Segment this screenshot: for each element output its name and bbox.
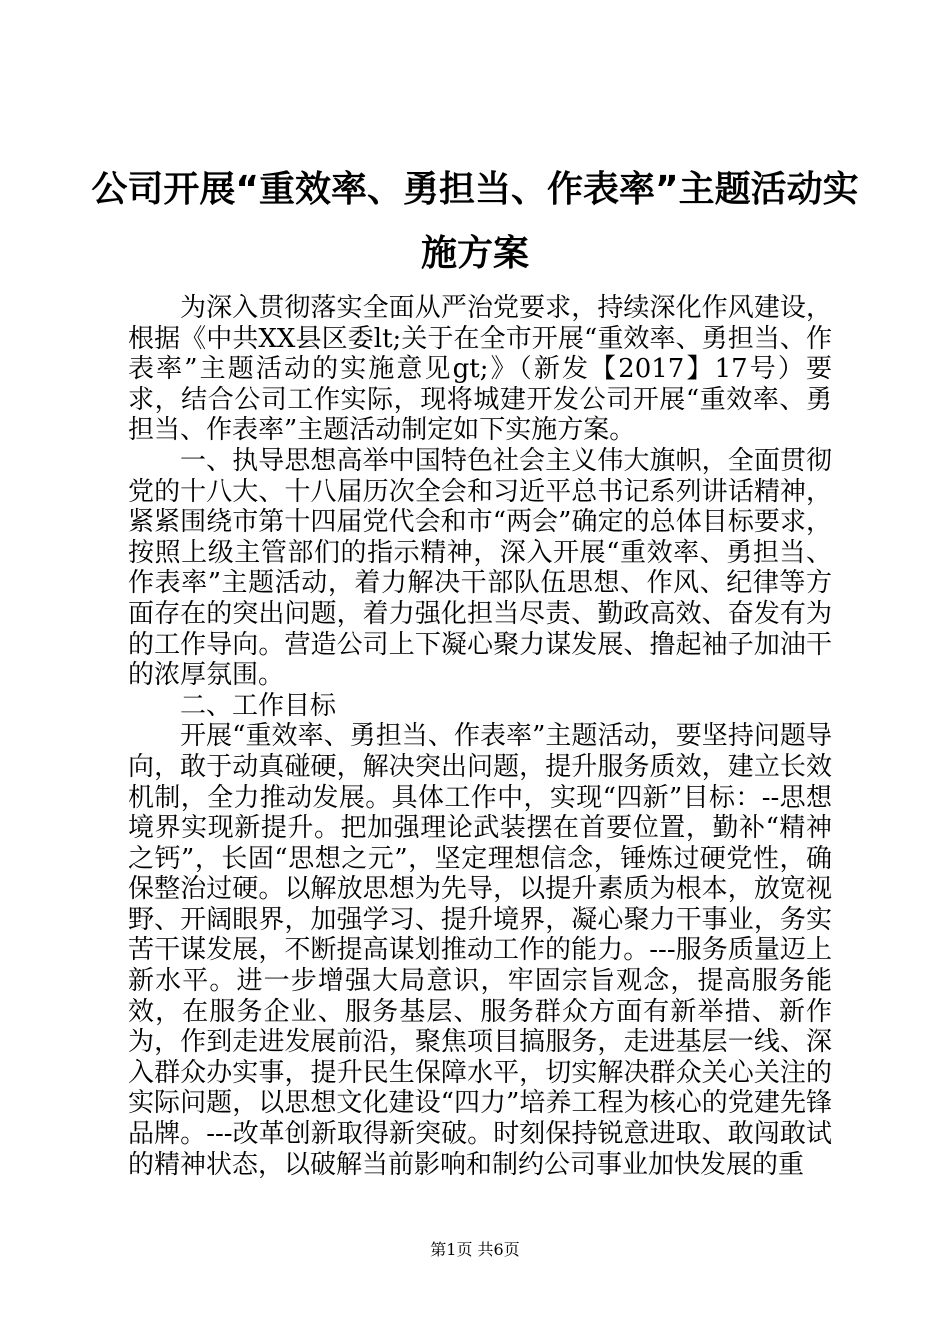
document-body	[128, 293, 832, 1180]
paragraph-work-goals: 开展“重效率、勇担当、作表率”主题活动，要坚持问题导向，敢于动真碰硬，解决突出问题，提升服务质效，建立长效机制，全力推动发展。具体工作中，实现“四新”目标：--思想境界实现新提升。把加强理论武装摆在首要位置，勤补“精神之钙”，长固“思想之元”，坚定理想信念，锤炼过硬党性，确保整治过硬。以解放思想为先导，以提升素质为根本，放宽视野、开阔眼界，加强学习、提升境界，凝心聚力干事业，务实苦干谋发展，不断提高谋划推动工作的能力。---服务质量迈上新水平。进一步增强大局意识，牢固宗旨观念，提高服务能效，在服务企业、服务基层、服务群众方面有新举措、新作为，作到走进发展前沿，聚焦项目搞服务，走进基层一线、深入群众办实事，提升民生保障水平，切实解决群众关心关注的实际问题，以思想文化建设“四力”培养工程为核心的党建先锋品牌。---改革创新取得新突破。时刻保持锐意进取、敢闯敢试的精神状态，以破解当前影响和制约公司事业加快发展的重	[128, 721, 832, 1180]
paragraph-guiding-ideology: 一、执导思想高举中国特色社会主义伟大旗帜，全面贯彻党的十八大、十八届历次全会和习近平总书记系列讲话精神，紧紧围绕市第十四届党代会和市“两会”确定的总体目标要求，按照上级主管部们的指示精神，深入开展“重效率、勇担当、作表率”主题活动，着力解决干部队伍思想、作风、纪律等方面存在的突出问题，着力强化担当尽责、勤政高效、奋发有为的工作导向。营造公司上下凝心聚力谋发展、撸起袖子加油干的浓厚氛围。	[128, 445, 832, 691]
section-heading-work-goals: 二、工作目标	[180, 690, 337, 721]
document-title: 公司开展“重效率、勇担当、作表率”主题活动实施方案	[91, 169, 859, 274]
page-number-footer: 第1页 共6页	[430, 1240, 520, 1259]
paragraph-intro: 为深入贯彻落实全面从严治党要求，持续深化作风建设，根据《中共XX县区委lt;关于在全市开展“重效率、勇担当、作表率”主题活动的实施意见gt;》（新发【2017】17号）要求，结合公司工作实际，现将城建开发公司开展“重效率、勇担当、作表率”主题活动制定如下实施方案。	[128, 293, 832, 446]
